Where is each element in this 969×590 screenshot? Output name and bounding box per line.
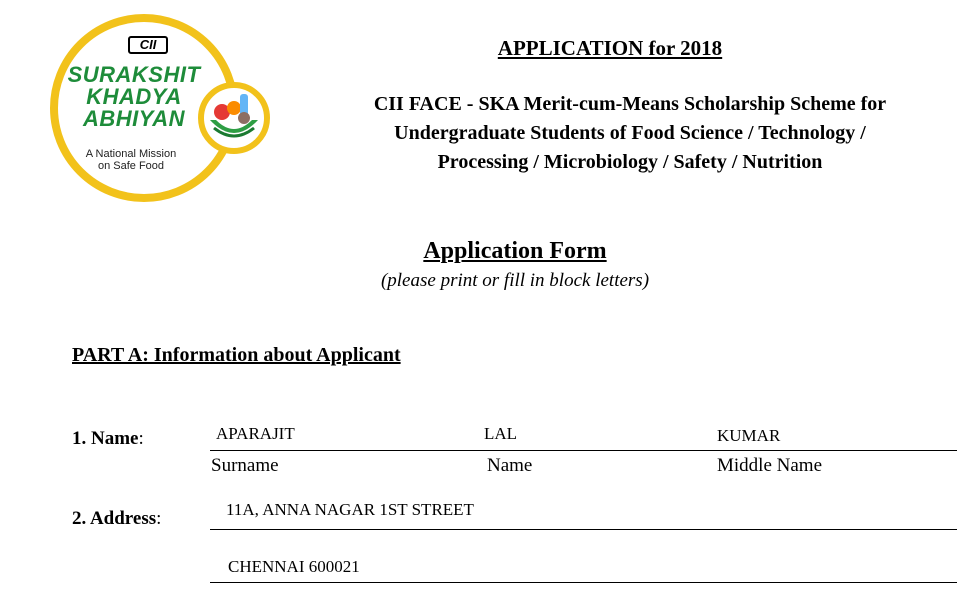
scheme-subtitle [300,90,960,177]
logo-mission-text [76,148,186,172]
form-title: Application Form [423,238,607,264]
address-label-text: 2. Address [72,508,157,529]
address-label-colon: : [156,508,162,529]
name-label-colon: : [138,428,144,449]
name-label-text: 1. Name [72,428,139,449]
subtitle-line-2: Undergraduate Students of Food Science / Technology / [394,122,866,144]
first-name-value[interactable]: LAL [484,424,518,443]
application-title: APPLICATION for 2018 [497,36,723,60]
subtitle-line-1: CII FACE - SKA Merit-cum-Means Scholarship Scheme for [373,93,887,115]
part-a-heading: PART A: Information about Applicant [72,344,401,366]
logo-brand-line-2: KHADYA [86,84,182,109]
logo-mission-line-2: on Safe Food [97,160,165,172]
logo-mission-line-1: A National Mission [85,148,177,160]
address-label [72,508,161,530]
cii-logo-text: CII [128,36,168,54]
form-instruction-note: (please print or fill in block letters) [380,270,650,291]
address-line-2-underline [210,582,957,583]
name-underline [210,450,957,451]
address-line-1-value[interactable]: 11A, ANNA NAGAR 1ST STREET [226,500,474,519]
address-line-1-underline [210,529,957,530]
surname-caption: Surname [211,455,279,476]
food-basket-icon [204,88,264,148]
subtitle-line-3: Processing / Microbiology / Safety / Nutrition [437,151,823,173]
name-caption: Name [487,455,533,476]
logo-brand-line-3: ABHIYAN [82,106,186,131]
logo-brand-line-1: SURAKSHIT [67,62,201,87]
middle-name-caption: Middle Name [717,455,823,476]
surname-value[interactable]: APARAJIT [216,424,295,443]
middle-name-value[interactable]: KUMAR [717,426,781,445]
surakshit-khadya-abhiyan-logo [48,12,280,208]
address-line-2-value[interactable]: CHENNAI 600021 [228,557,360,576]
name-label [72,428,144,450]
logo-brand-text [64,64,204,130]
